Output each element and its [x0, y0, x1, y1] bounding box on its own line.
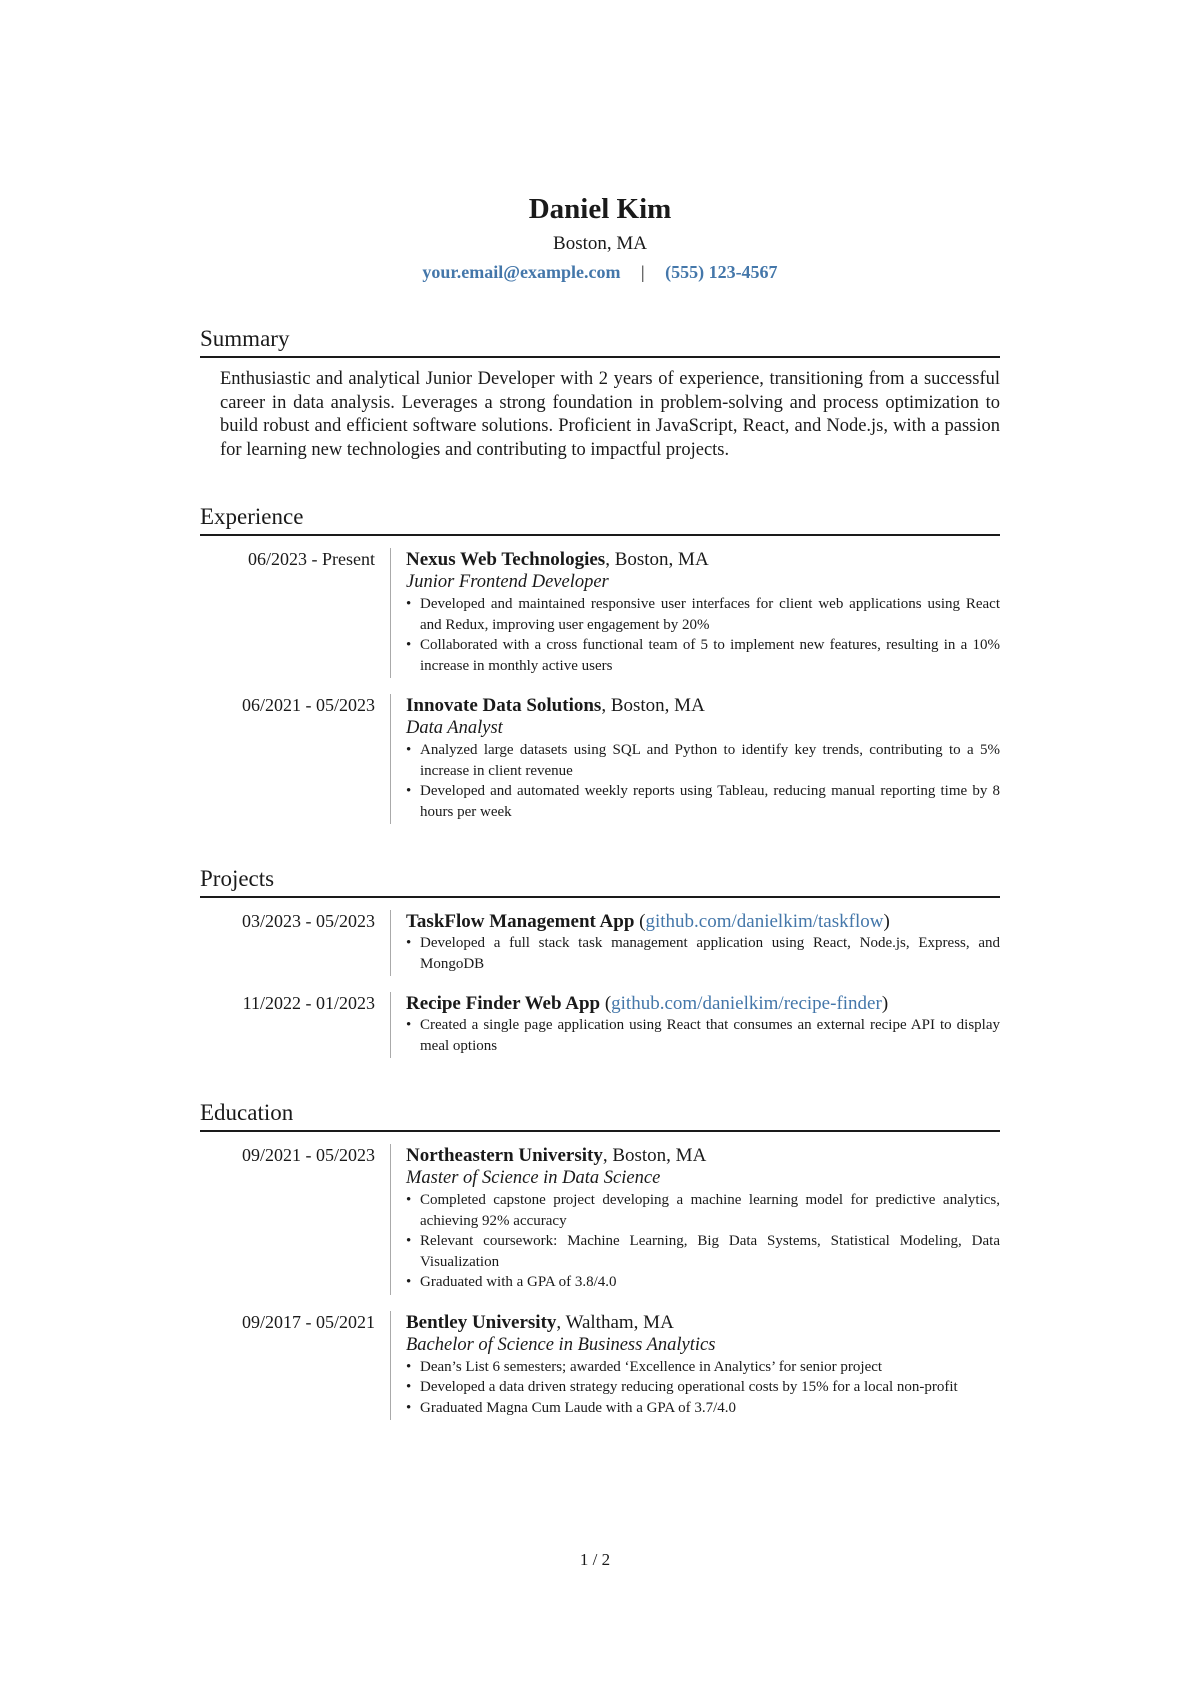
entry-organization: Innovate Data Solutions: [406, 695, 602, 716]
entry-date: 03/2023 - 05/2023: [242, 911, 375, 931]
entry-date: 11/2022 - 01/2023: [242, 993, 375, 1013]
entry-organization: Nexus Web Technologies: [406, 549, 606, 570]
bullet-item: • Collaborated with a cross functional team of 5 to implement new features, resulting in a 10% increase in monthly active users: [406, 635, 1000, 676]
bullet-item: • Graduated Magna Cum Laude with a GPA of 3.7/4.0: [406, 1398, 1000, 1419]
entry-bullets: [406, 740, 1000, 822]
experience-entry: [200, 548, 1000, 678]
bullet-item: • Relevant coursework: Machine Learning, Big Data Systems, Statistical Modeling, Data Visualization: [406, 1231, 1000, 1272]
entry-body: [390, 1144, 1000, 1295]
bullet-item: • Created a single page application using React that consumes an external recipe API to display meal options: [406, 1015, 1000, 1056]
entry-heading: TaskFlow Management App (github.com/danielkim/taskflow): [406, 911, 890, 932]
bullet-item: • Dean’s List 6 semesters; awarded ‘Excellence in Analytics’ for senior project: [406, 1357, 1000, 1378]
entry-degree: Bachelor of Science in Business Analytics: [406, 1334, 716, 1355]
entry-date: 09/2021 - 05/2023: [242, 1145, 375, 1165]
experience-entry: [200, 694, 1000, 824]
section-title-summary: Summary: [200, 324, 1000, 358]
page-number: 1 / 2: [579, 1550, 611, 1569]
entry-bullets: [406, 594, 1000, 676]
entry-date: 06/2021 - 05/2023: [242, 695, 375, 715]
project-link[interactable]: github.com/danielkim/taskflow: [645, 911, 884, 932]
email-link[interactable]: your.email@example.com: [422, 262, 621, 282]
bullet-item: • Developed and maintained responsive user interfaces for client web applications using React and Redux, improving user engagement by 20%: [406, 594, 1000, 635]
entry-bullets: [406, 1357, 1000, 1419]
entry-degree: Master of Science in Data Science: [406, 1168, 661, 1188]
entry-body: [390, 694, 1000, 824]
resume-page: [200, 0, 1000, 1420]
entry-heading: [406, 1144, 1000, 1167]
candidate-name: Daniel Kim: [528, 193, 672, 225]
candidate-location: Boston, MA: [553, 233, 647, 254]
entry-body: [390, 992, 1000, 1058]
entry-body: [390, 910, 1000, 976]
education-entry: [200, 1144, 1000, 1295]
phone-link[interactable]: (555) 123-4567: [665, 262, 778, 282]
education-section: [200, 1098, 1000, 1420]
entry-bullets: [406, 1015, 1000, 1056]
entry-organization: Bentley University: [406, 1311, 557, 1333]
entry-body: [390, 548, 1000, 678]
contact-line: [200, 258, 1000, 286]
bullet-item: • Completed capstone project developing a machine learning model for predictive analytics, achieving 92% accuracy: [406, 1190, 1000, 1231]
entry-bullets: [406, 1190, 1000, 1293]
project-name: TaskFlow Management App: [406, 911, 635, 932]
project-entry: [200, 910, 1000, 976]
bullet-item: • Developed a full stack task management application using React, Node.js, Express, and MongoDB: [406, 933, 1000, 974]
entry-heading: Recipe Finder Web App (github.com/danielkim/recipe-finder): [406, 993, 889, 1014]
bullet-item: • Analyzed large datasets using SQL and Python to identify key trends, contributing to a 5% increase in client revenue: [406, 740, 1000, 781]
entry-heading: [406, 548, 1000, 571]
experience-section: [200, 502, 1000, 824]
bullet-item: • Developed a data driven strategy reducing operational costs by 15% for a local non-profit: [406, 1377, 1000, 1398]
bullet-item: • Developed and automated weekly reports using Tableau, reducing manual reporting time by 8 hours per week: [406, 781, 1000, 822]
entry-heading: [406, 1311, 1000, 1334]
entry-date: 06/2023 - Present: [248, 549, 375, 569]
section-title-education: Education: [200, 1098, 1000, 1132]
section-title-experience: Experience: [200, 502, 1000, 536]
entry-bullets: [406, 933, 1000, 974]
entry-organization: Northeastern University: [406, 1145, 603, 1166]
project-name: Recipe Finder Web App: [406, 993, 601, 1014]
entry-location: , Boston, MA: [602, 1145, 707, 1166]
summary-text: Enthusiastic and analytical Junior Developer with 2 years of experience, transitioning from a successful career in data analysis. Leverages a strong foundation in problem-solving and process optimization to build robust and efficient software solutions. Proficient in JavaScript, React, and Node.js, with a passion for learning new technologies and contributing to impactful projects.: [220, 369, 1000, 460]
entry-date: 09/2017 - 05/2021: [242, 1311, 375, 1332]
summary-section: [200, 324, 1000, 462]
project-link[interactable]: github.com/danielkim/recipe-finder: [611, 993, 882, 1014]
entry-body: [390, 1311, 1000, 1421]
contact-separator: |: [640, 262, 645, 282]
entry-location: , Boston, MA: [605, 549, 709, 570]
entry-location: , Boston, MA: [601, 695, 705, 716]
entry-heading: [406, 694, 1000, 717]
entry-location: , Waltham, MA: [556, 1311, 674, 1333]
section-title-projects: Projects: [200, 864, 1000, 898]
bullet-item: • Graduated with a GPA of 3.8/4.0: [406, 1272, 1000, 1293]
project-entry: [200, 992, 1000, 1058]
education-entry: [200, 1311, 1000, 1421]
entry-role: Junior Frontend Developer: [406, 572, 609, 592]
entry-role: Data Analyst: [406, 718, 503, 738]
projects-section: [200, 864, 1000, 1058]
resume-header: [200, 0, 1000, 286]
